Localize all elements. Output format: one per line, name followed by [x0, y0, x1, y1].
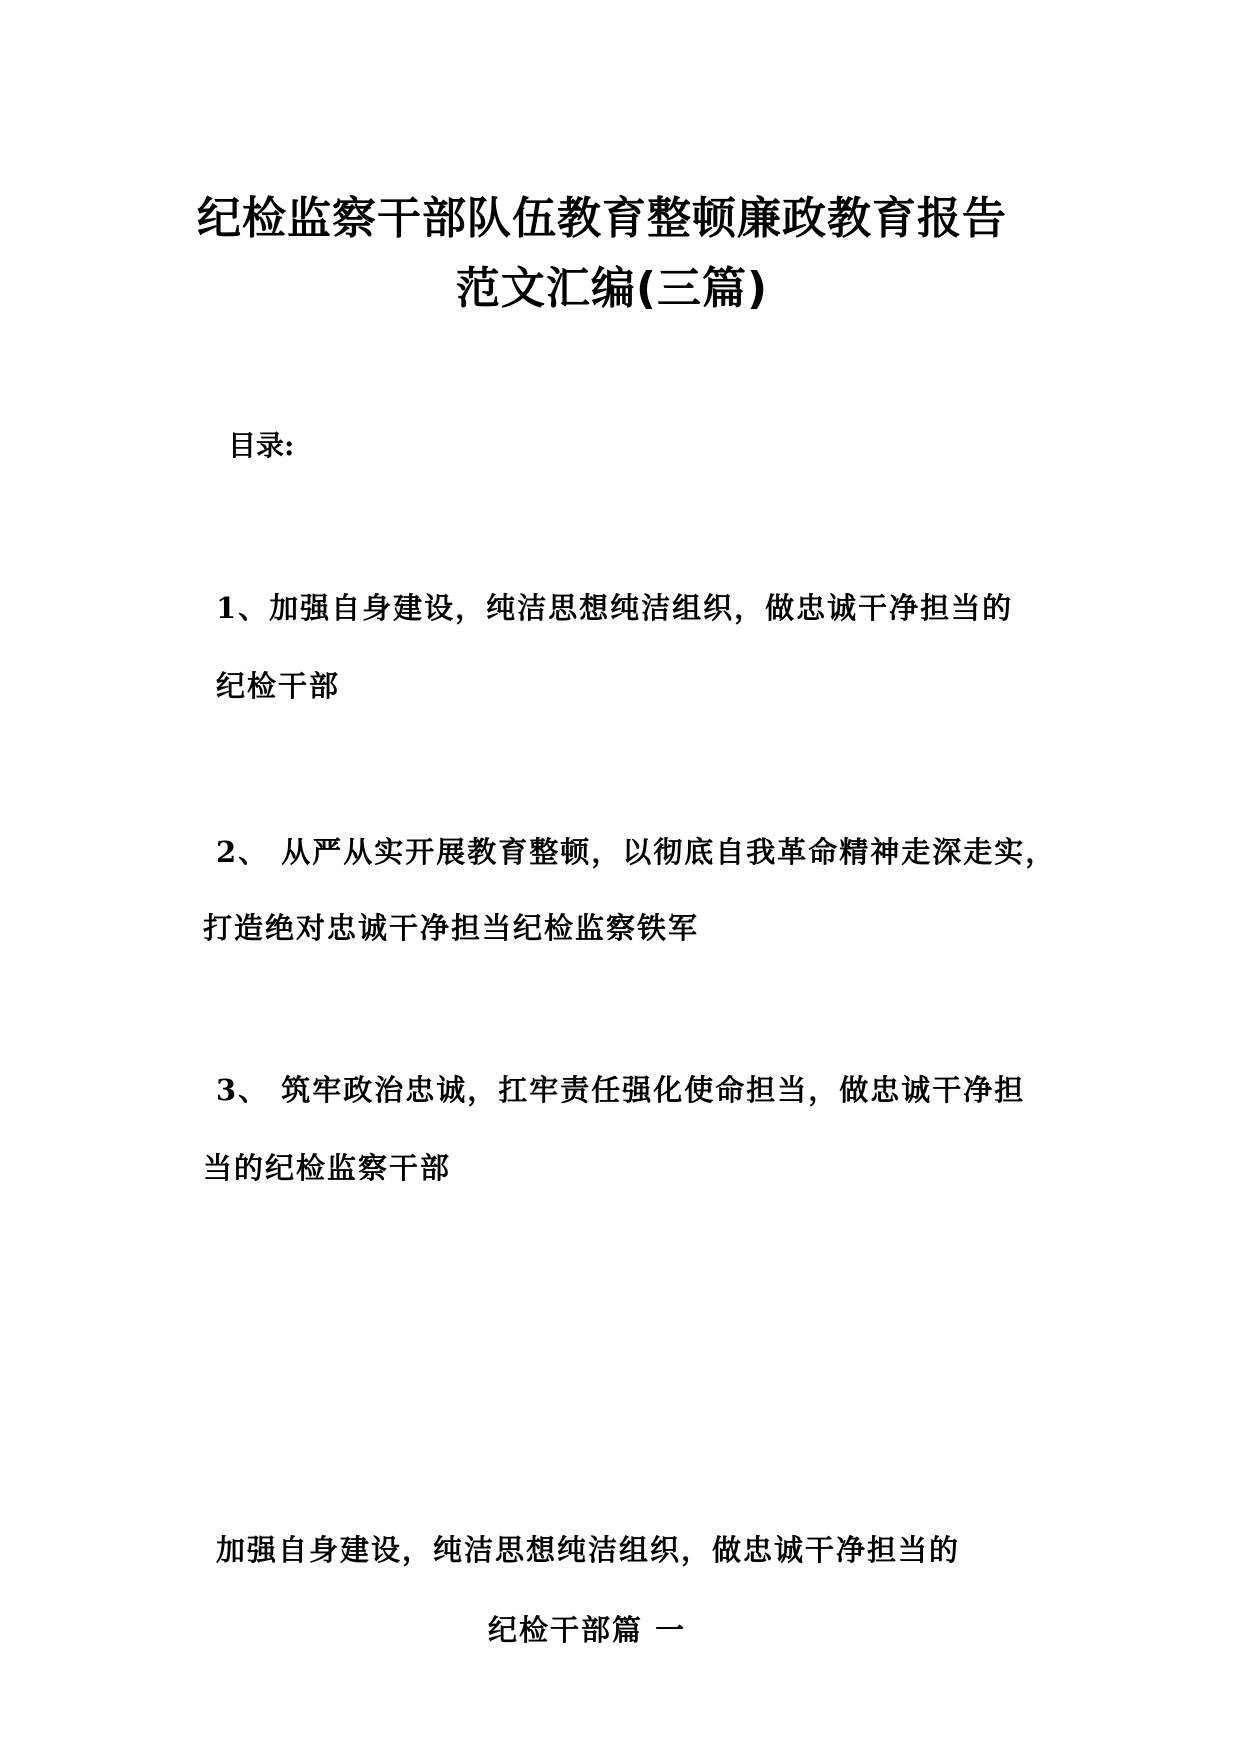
- toc-item-1-line-2: 纪检干部: [216, 669, 341, 703]
- toc-heading: 目录:: [228, 429, 295, 462]
- document-title-line-1: 纪检监察干部队伍教育整顿廉政教育报告: [197, 193, 1007, 244]
- toc-item-2-line-2: 打造绝对忠诚干净担当纪检监察铁军: [203, 911, 700, 945]
- section-title-line-2: 纪检干部篇 一: [488, 1613, 687, 1647]
- toc-item-3-line-1: 3、 筑牢政治忠诚，扛牢责任强化使命担当，做忠诚干净担: [216, 1073, 1026, 1107]
- section-title-line-1: 加强自身建设，纯洁思想纯洁组织，做忠诚干净担当的: [216, 1533, 961, 1567]
- toc-item-2-line-1: 2、 从严从实开展教育整顿，以彻底自我革命精神走深走实，: [216, 835, 1057, 869]
- toc-item-3-line-2: 当的纪检监察干部: [203, 1151, 452, 1185]
- document-title-line-2: 范文汇编(三篇): [455, 263, 769, 314]
- toc-item-1-line-1: 1、加强自身建设，纯洁思想纯洁组织，做忠诚干净担当的: [216, 591, 1014, 625]
